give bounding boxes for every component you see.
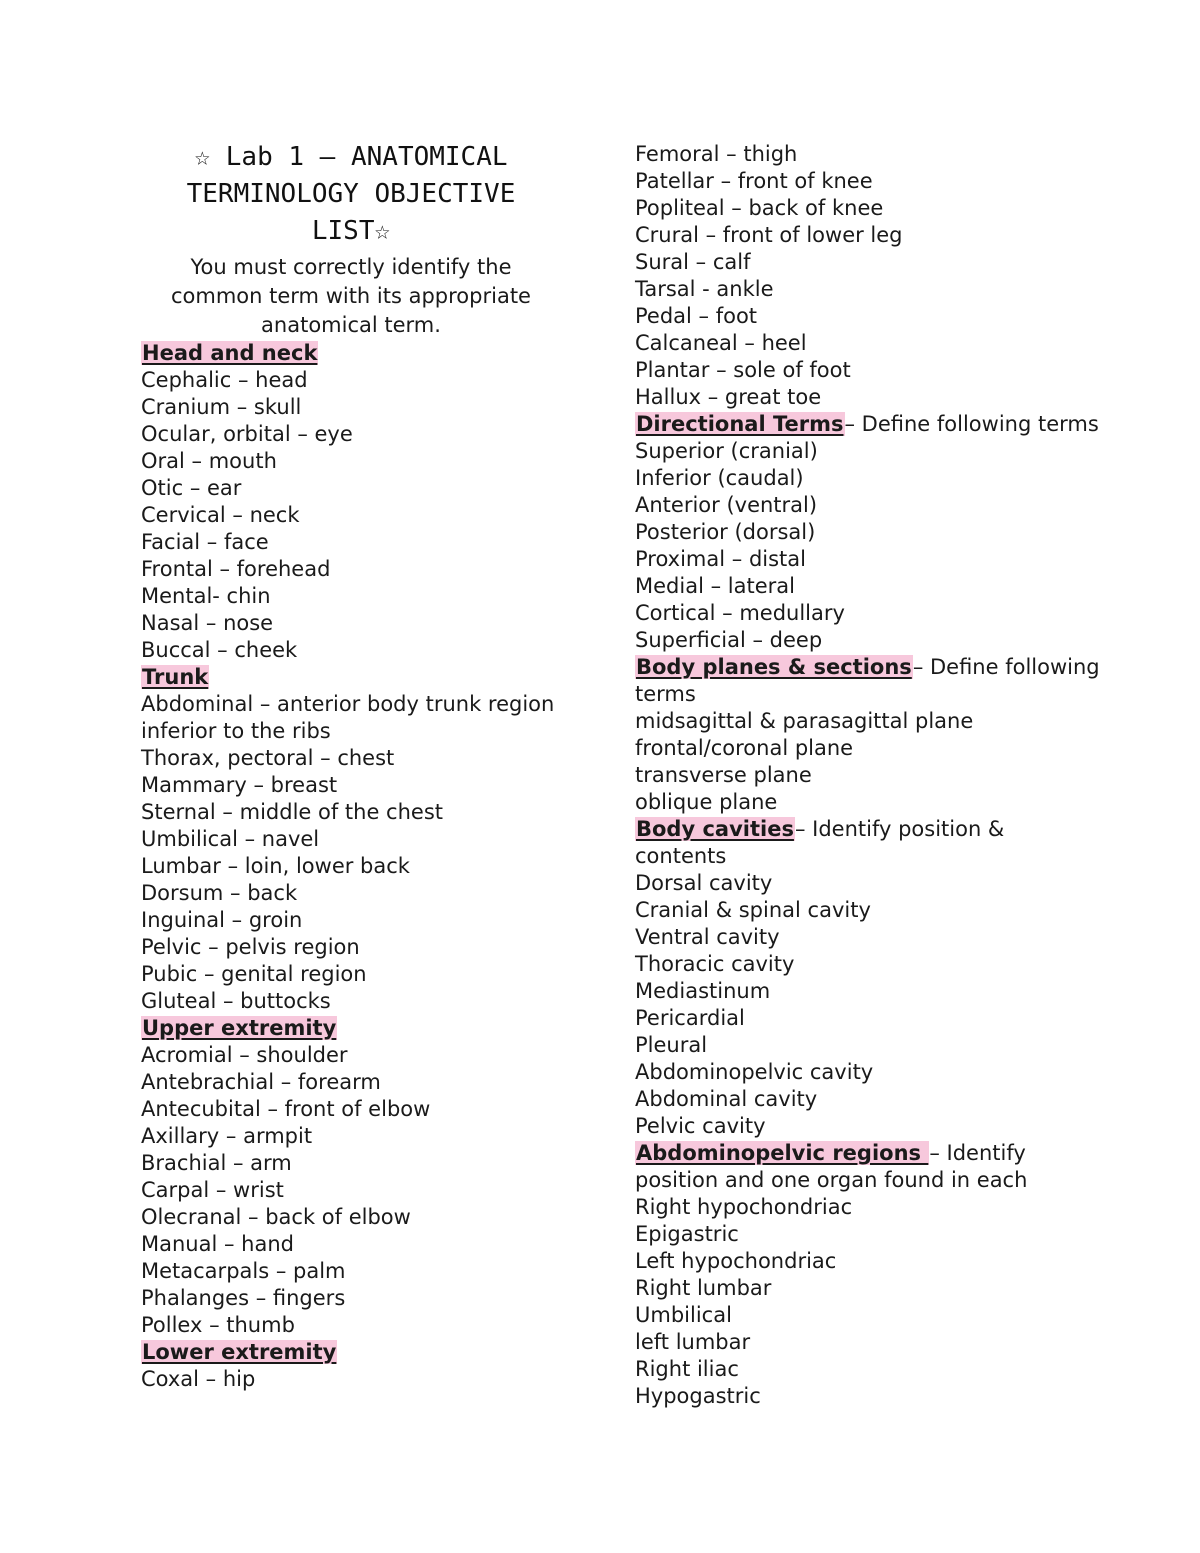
section-directional-terms-heading: [635, 411, 1099, 438]
list-item: Pelvic cavity: [635, 1114, 766, 1138]
list-item: Abdominal cavity: [635, 1087, 818, 1111]
list-item: Anterior (ventral): [635, 493, 818, 517]
list-item: Sternal – middle of the chest: [141, 800, 443, 824]
section-head-neck-heading-label: Head and neck: [142, 341, 318, 365]
section-body-planes-instruction-cont: terms: [635, 682, 696, 706]
list-item: Metacarpals – palm: [141, 1259, 346, 1283]
list-item: Pleural: [635, 1033, 708, 1057]
list-item: Hypogastric: [635, 1384, 761, 1408]
list-item: Epigastric: [635, 1222, 739, 1246]
section-lower-extremity-heading-label: Lower extremity: [142, 1340, 337, 1364]
title-line-3: LIST☆: [311, 216, 391, 246]
list-item: Olecranal – back of elbow: [141, 1205, 411, 1229]
list-item: inferior to the ribs: [141, 719, 331, 743]
list-item: Hallux – great toe: [635, 385, 822, 409]
list-item: Cervical – neck: [141, 503, 300, 527]
list-item: Thoracic cavity: [635, 952, 795, 976]
list-item: Sural – calf: [635, 250, 751, 274]
list-item: Dorsal cavity: [635, 871, 773, 895]
list-item: Superficial – deep: [635, 628, 823, 652]
list-item: Cranium – skull: [141, 395, 302, 419]
section-abdominopelvic-regions-heading-label: Abdominopelvic regions: [636, 1141, 929, 1165]
list-item: frontal/coronal plane: [635, 736, 854, 760]
section-body-planes-heading: [635, 654, 1100, 681]
list-item: oblique plane: [635, 790, 778, 814]
list-item: Acromial – shoulder: [141, 1043, 348, 1067]
list-item: Manual – hand: [141, 1232, 294, 1256]
list-item: Mammary – breast: [141, 773, 338, 797]
list-item: Pedal – foot: [635, 304, 758, 328]
section-body-planes-heading-instruction: – Define following: [912, 655, 1100, 679]
list-item: Left hypochondriac: [635, 1249, 837, 1273]
list-item: Femoral – thigh: [635, 142, 798, 166]
list-item: Tarsal - ankle: [635, 277, 774, 301]
list-item: Phalanges – fingers: [141, 1286, 346, 1310]
list-item: Right iliac: [635, 1357, 739, 1381]
list-item: Cortical – medullary: [635, 601, 845, 625]
list-item: Cranial & spinal cavity: [635, 898, 871, 922]
section-body-cavities-heading-instruction: – Identify position &: [794, 817, 1005, 841]
list-item: Thorax, pectoral – chest: [141, 746, 395, 770]
list-item: midsagittal & parasagittal plane: [635, 709, 974, 733]
list-item: Medial – lateral: [635, 574, 795, 598]
list-item: Umbilical: [635, 1303, 732, 1327]
section-head-neck-heading: [141, 340, 318, 367]
list-item: Lumbar – loin, lower back: [141, 854, 410, 878]
list-item: Mental- chin: [141, 584, 271, 608]
list-item: Cephalic – head: [141, 368, 308, 392]
list-item: Inguinal – groin: [141, 908, 303, 932]
title-line-1: ☆ Lab 1 – ANATOMICAL: [194, 142, 508, 172]
list-item: Coxal – hip: [141, 1367, 256, 1391]
subtitle-line-1: You must correctly identify the: [190, 255, 512, 279]
list-item: Ocular, orbital – eye: [141, 422, 353, 446]
section-directional-terms-heading-instruction: – Define following terms: [844, 412, 1099, 436]
section-body-cavities-heading: [635, 816, 1004, 843]
list-item: Right lumbar: [635, 1276, 772, 1300]
list-item: Pelvic – pelvis region: [141, 935, 360, 959]
section-upper-extremity-heading-label: Upper extremity: [142, 1016, 337, 1040]
list-item: Pericardial: [635, 1006, 745, 1030]
list-item: Nasal – nose: [141, 611, 274, 635]
list-item: Proximal – distal: [635, 547, 806, 571]
section-abdominopelvic-regions-heading-instruction: – Identify: [929, 1141, 1026, 1165]
section-directional-terms-heading-label: Directional Terms: [636, 412, 844, 436]
section-abdominopelvic-regions-heading: [635, 1140, 1026, 1167]
section-abdominopelvic-regions-instruction-cont: position and one organ found in each: [635, 1168, 1028, 1192]
title-line-2: TERMINOLOGY OBJECTIVE: [186, 179, 516, 209]
section-body-cavities-heading-label: Body cavities: [636, 817, 794, 841]
list-item: Dorsum – back: [141, 881, 298, 905]
list-item: Crural – front of lower leg: [635, 223, 903, 247]
section-body-planes-heading-label: Body planes & sections: [636, 655, 912, 679]
section-trunk-heading: [141, 664, 209, 691]
list-item: Oral – mouth: [141, 449, 277, 473]
list-item: Inferior (caudal): [635, 466, 804, 490]
list-item: Posterior (dorsal): [635, 520, 816, 544]
list-item: Pollex – thumb: [141, 1313, 295, 1337]
list-item: Brachial – arm: [141, 1151, 292, 1175]
list-item: Frontal – forehead: [141, 557, 331, 581]
list-item: Calcaneal – heel: [635, 331, 807, 355]
list-item: left lumbar: [635, 1330, 751, 1354]
list-item: Popliteal – back of knee: [635, 196, 884, 220]
list-item: Axillary – armpit: [141, 1124, 313, 1148]
list-item: transverse plane: [635, 763, 812, 787]
section-upper-extremity-heading: [141, 1015, 337, 1042]
list-item: Otic – ear: [141, 476, 242, 500]
list-item: Abdominopelvic cavity: [635, 1060, 874, 1084]
list-item: Plantar – sole of foot: [635, 358, 851, 382]
list-item: Right hypochondriac: [635, 1195, 853, 1219]
list-item: Ventral cavity: [635, 925, 780, 949]
subtitle-line-3: anatomical term.: [261, 313, 441, 337]
list-item: Superior (cranial): [635, 439, 818, 463]
list-item: Patellar – front of knee: [635, 169, 873, 193]
list-item: Buccal – cheek: [141, 638, 298, 662]
list-item: Pubic – genital region: [141, 962, 367, 986]
list-item: Facial – face: [141, 530, 269, 554]
list-item: Carpal – wrist: [141, 1178, 284, 1202]
section-body-cavities-instruction-cont: contents: [635, 844, 727, 868]
list-item: Umbilical – navel: [141, 827, 320, 851]
subtitle-line-2: common term with its appropriate: [171, 284, 531, 308]
list-item: Gluteal – buttocks: [141, 989, 331, 1013]
list-item: Mediastinum: [635, 979, 771, 1003]
section-trunk-heading-label: Trunk: [142, 665, 209, 689]
list-item: Abdominal – anterior body trunk region: [141, 692, 555, 716]
section-lower-extremity-heading: [141, 1339, 337, 1366]
list-item: Antecubital – front of elbow: [141, 1097, 431, 1121]
list-item: Antebrachial – forearm: [141, 1070, 381, 1094]
